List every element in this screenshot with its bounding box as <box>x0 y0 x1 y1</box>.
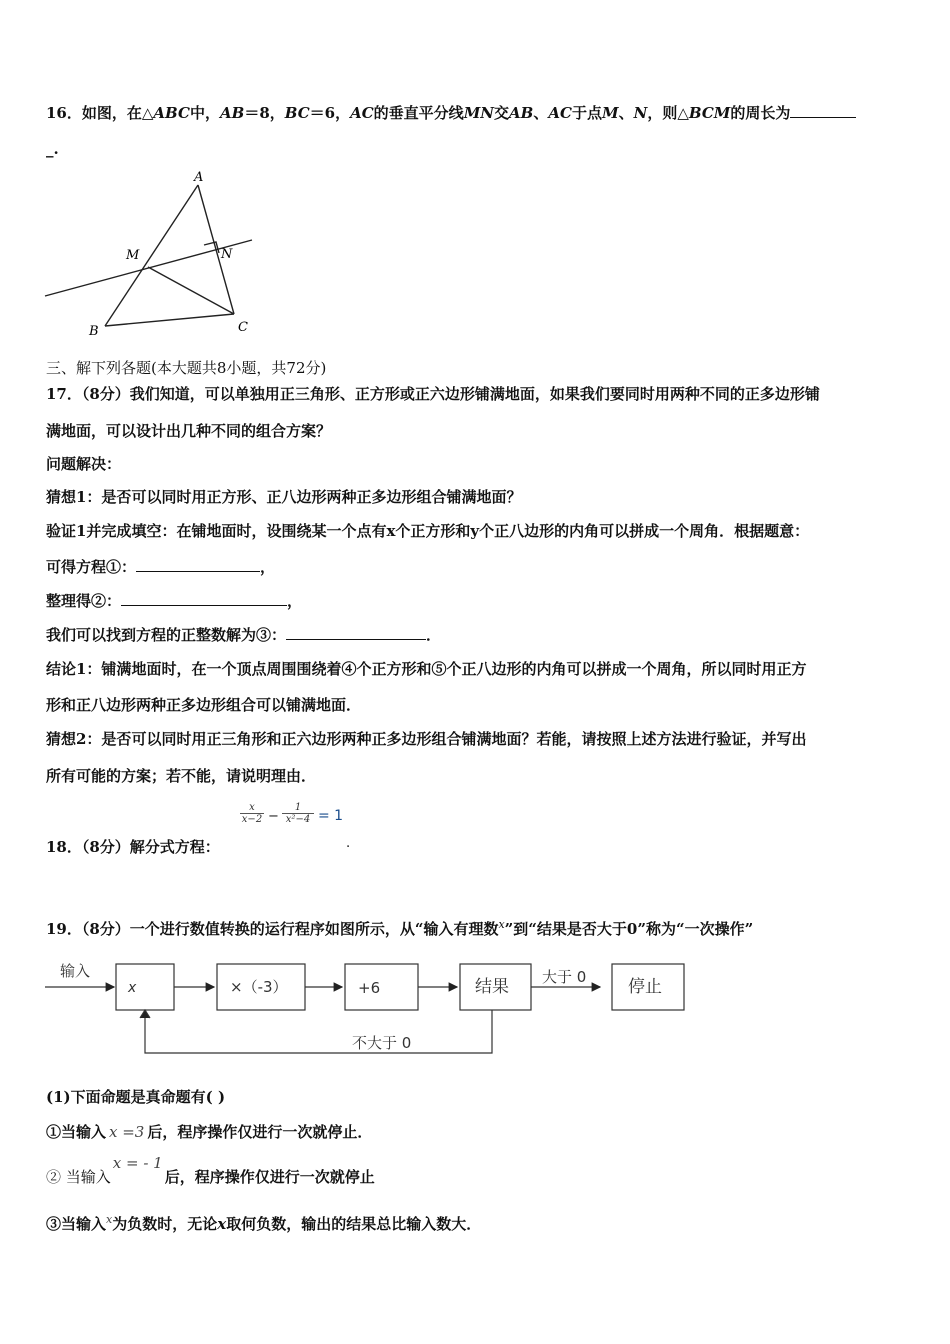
q17-eq2-blank[interactable] <box>121 591 287 606</box>
q19-statement-3 <box>46 1213 481 1234</box>
q16-text: 、 <box>533 104 549 122</box>
q17-eq1-blank[interactable] <box>136 557 260 572</box>
label-b: B <box>89 324 99 339</box>
s1-math: x =3 <box>109 1123 145 1141</box>
q17-line-9: 结论1：铺满地面时，在一个顶点周围围绕着④个正方形和⑤个正八边形的内角可以拼成一个周角，所以同时用正方 <box>46 660 807 678</box>
q16-text: 交 <box>494 104 510 122</box>
q19-line <box>46 918 753 939</box>
label-input: 输入 <box>60 962 91 980</box>
frac2 <box>282 802 314 825</box>
frac2-denominator: x²−4 <box>282 813 314 825</box>
q16-triangle-figure <box>40 165 270 345</box>
loop-back-line <box>145 1010 492 1053</box>
frac1-numerator: x <box>249 802 255 813</box>
q17-punct: ． <box>426 626 442 644</box>
q16-m: M <box>601 104 619 122</box>
label-stop: 停止 <box>628 977 662 997</box>
s2-text: 后，程序操作仅进行一次就停止 <box>164 1168 375 1186</box>
q16-text: ＝8， <box>244 104 285 122</box>
q16-text: 的垂直平分线 <box>373 104 464 122</box>
label-add: +6 <box>358 979 381 997</box>
q17-eq1-label: 可得方程①： <box>46 558 137 576</box>
q18-equation <box>238 802 358 852</box>
section-heading: 三、解下列各题(本大题共8小题，共72分) <box>46 359 327 377</box>
s3-text: 取何负数，输出的结果总比输入数大． <box>226 1215 482 1233</box>
s3-text: ③当输入 <box>46 1215 107 1233</box>
frac1 <box>240 802 264 825</box>
minus-sign: − <box>268 809 279 824</box>
q16-n: N <box>633 104 648 122</box>
q17-eq2-label: 整理得②： <box>46 592 122 610</box>
q16-text: ＝6， <box>309 104 351 122</box>
label-n: N <box>221 247 233 262</box>
q17-line-12: 所有可能的方案；若不能，请说明理由． <box>46 767 317 785</box>
q16-number: 16． <box>46 104 82 122</box>
q17-eq3-label: 我们可以找到方程的正整数解为③： <box>46 626 287 644</box>
s1-text: ①当输入 <box>46 1123 107 1141</box>
q19-text: 19．（8分）一个进行数值转换的运行程序如图所示，从“输入有理数 <box>46 920 499 938</box>
q16-answer-blank[interactable] <box>790 103 856 118</box>
q17-line-4: 猜想1：是否可以同时用正方形、正八边形两种正多边形组合铺满地面？ <box>46 488 522 506</box>
q17-line-11: 猜想2：是否可以同时用正三角形和正六边形两种正多边形组合铺满地面？若能，请按照上述方法进行验证，并写出 <box>46 730 807 748</box>
q16-ac2: AC <box>548 104 572 122</box>
equation-period: . <box>346 836 351 851</box>
q19-part1: (1)下面命题是真命题有( ) <box>46 1088 226 1106</box>
s2-math: x = - 1 <box>112 1154 163 1172</box>
s3-math: x <box>106 1213 113 1226</box>
label-c: C <box>238 320 248 335</box>
q19-text: ”到“结果是否大于0”称为“一次操作” <box>504 920 754 938</box>
q17-line-3: 问题解决： <box>46 455 122 473</box>
q19-statement-2 <box>46 1154 375 1187</box>
q17-punct: ， <box>287 592 303 610</box>
q17-line-7 <box>46 590 302 611</box>
q16-text: 于点 <box>571 104 602 122</box>
s3-text: 为负数时，无论 <box>112 1215 218 1233</box>
segment-mc <box>148 267 234 314</box>
q16-ab: AB <box>219 104 245 122</box>
q16-continuation: _. <box>46 140 59 158</box>
edge-bc <box>105 314 234 326</box>
frac1-denominator: x−2 <box>241 814 263 825</box>
label-x: x <box>128 980 137 996</box>
q17-line-1: 17．（8分）我们知道，可以单独用正三角形、正方形或正六边形铺满地面，如果我们要同时用两种不同的正多边形铺 <box>46 385 820 403</box>
label-m: M <box>126 248 140 263</box>
q17-line-10: 形和正八边形两种正多边形组合可以铺满地面． <box>46 696 362 714</box>
q19-x: x <box>498 918 505 931</box>
label-not-gt-zero: 不大于 0 <box>352 1034 412 1052</box>
q19-flowchart <box>40 952 700 1062</box>
q16-text: 中， <box>189 104 220 122</box>
q18-line: 18．（8分）解分式方程： <box>46 838 220 856</box>
equation-rhs: = 1 <box>318 808 344 824</box>
label-mul: ×（-3） <box>230 978 288 996</box>
q16-line <box>46 102 856 123</box>
q17-punct: ， <box>260 558 276 576</box>
q16-text: 、 <box>618 104 634 122</box>
q16-bcm: BCM <box>688 104 731 122</box>
label-gt-zero: 大于 0 <box>542 968 587 986</box>
s2-text: ② 当输入 <box>46 1168 111 1186</box>
s3-math-2: x <box>217 1215 227 1233</box>
q16-text: 的周长为 <box>730 104 791 122</box>
q16-abc: ABC <box>153 104 190 122</box>
q17-line-2: 满地面，可以设计出几种不同的组合方案？ <box>46 422 332 440</box>
q16-text: 如图，在△ <box>81 104 154 122</box>
q16-ac: AC <box>350 104 374 122</box>
q16-mn: MN <box>463 104 495 122</box>
q17-eq3-blank[interactable] <box>286 625 426 640</box>
loop-arrowhead <box>140 1010 150 1018</box>
q19-statement-1 <box>46 1121 372 1142</box>
label-result: 结果 <box>475 977 509 997</box>
s1-text: 后，程序操作仅进行一次就停止． <box>147 1123 373 1141</box>
q16-text: ，则△ <box>647 104 689 122</box>
q17-line-6 <box>46 556 275 577</box>
q17-line-5: 验证1并完成填空：在铺地面时，设围绕某一个点有x个正方形和y个正八边形的内角可以拼成一个周角．根据题意： <box>46 522 810 540</box>
label-a: A <box>194 170 204 185</box>
edge-ab <box>105 185 198 326</box>
q16-ab2: AB <box>509 104 534 122</box>
q17-line-8 <box>46 624 441 645</box>
box-add <box>345 964 418 1010</box>
frac2-numerator: 1 <box>294 802 302 813</box>
box-x <box>116 964 174 1010</box>
q16-bc: BC <box>284 104 310 122</box>
